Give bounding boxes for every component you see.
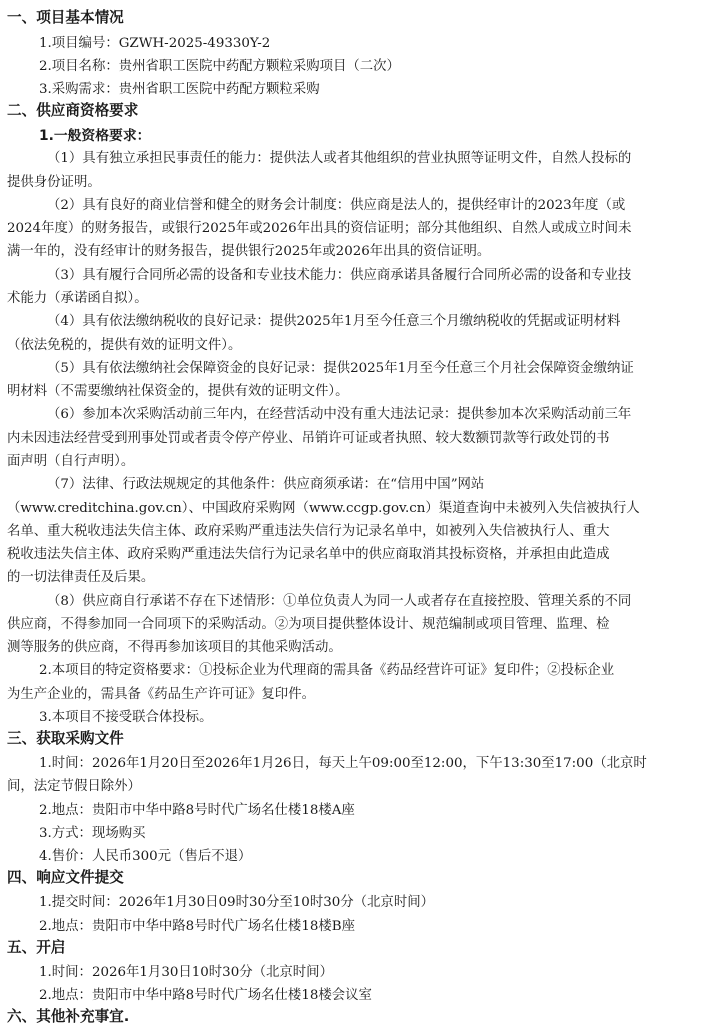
qualification-3-line: （3）具有履行合同所必需的设备和专业技术能力：供应商承诺具备履行合同所必需的设备和专业技 [47,268,632,283]
qualification-7-line: 的一切法律责任及后果。 [7,570,155,585]
obtain-time-line: 间，法定节假日除外） [7,779,141,794]
submission-time: 1.提交时间：2026年1月30日09时30分至10时30分（北京时间） [39,895,434,910]
obtain-place: 2.地点：贵阳市中华中路8号时代广场名仕楼18楼A座 [39,803,355,818]
section-basic-info-heading: 一、项目基本情况 [7,9,124,26]
special-qualification-line: 2.本项目的特定资格要求：①投标企业为代理商的需具备《药品经营许可证》复印件；②投标企业 [39,663,615,678]
section-submission-heading: 四、响应文件提交 [7,869,124,886]
qualification-6-line: （6）参加本次采购活动前三年内，在经营活动中没有重大违法记录：提供参加本次采购活动前三年 [47,407,632,422]
qualification-4-line: （4）具有依法缴纳税收的良好记录：提供2025年1月至今任意三个月缴纳税收的凭据或证明材料 [47,314,621,329]
qualification-2-line: （2）具有良好的商业信誉和健全的财务会计制度：供应商是法人的，提供经审计的2023年度（或 [47,198,626,213]
qualification-6-line: 面声明（自行声明）。 [7,454,135,469]
qualification-7-line: 税收违法失信主体、政府采购严重违法失信行为记录名单中的供应商取消其投标资格，并承担由此造成 [7,547,610,562]
qualification-2-line: 满一年的，没有经审计的财务报告，提供银行2025年或2026年出具的资信证明。 [7,244,491,259]
opening-time: 1.时间：2026年1月30日10时30分（北京时间） [39,965,333,980]
qualification-7-line: 名单、重大税收违法失信主体、政府采购严重违法失信行为记录名单中，如被列入失信被执行人、重大 [7,524,610,539]
qualification-1-line: （1）具有独立承担民事责任的能力：提供法人或者其他组织的营业执照等证明文件，自然人投标的 [47,151,632,166]
section-other-matters-heading: 六、其他补充事宜. [7,1008,130,1025]
opening-place: 2.地点：贵阳市中华中路8号时代广场名仕楼18楼会议室 [39,988,372,1003]
qualification-6-line: 内未因违法经营受到刑事处罚或者责令停产停业、吊销许可证或者执照、较大数额罚款等行政处罚的书 [7,431,610,446]
no-consortium-note: 3.本项目不接受联合体投标。 [39,710,213,725]
qualification-3-line: 术能力（承诺函自拟）。 [7,291,148,306]
qualification-8-line: （8）供应商自行承诺不存在下述情形：①单位负责人为同一人或者存在直接控股、管理关系的不同 [47,594,632,609]
procurement-need: 3.采购需求：贵州省职工医院中药配方颗粒采购 [39,82,320,97]
section-supplier-qualification-heading: 二、供应商资格要求 [7,102,139,119]
qualification-5-line: （5）具有依法缴纳社会保障资金的良好记录：提供2025年1月至今任意三个月社会保障资金缴纳证 [47,361,634,376]
project-name: 2.项目名称：贵州省职工医院中药配方颗粒采购项目（二次） [39,59,400,74]
special-qualification-line: 为生产企业的，需具备《药品生产许可证》复印件。 [7,687,315,702]
qualification-8-line: 供应商，不得参加同一合同项下的采购活动。②为项目提供整体设计、规范编制或项目管理、监理、检 [7,617,610,632]
qualification-7-line: （7）法律、行政法规规定的其他条件：供应商须承诺：在“信用中国”网站 [47,477,485,492]
qualification-8-line: 测等服务的供应商，不得再参加该项目的其他采购活动。 [7,640,342,655]
general-qualification-heading: 1.一般资格要求： [39,128,151,144]
obtain-time-line: 1.时间：2026年1月20日至2026年1月26日，每天上午09:00至12:00，下午13:30至17:00（北京时 [39,756,647,771]
project-number: 1.项目编号：GZWH-2025-49330Y-2 [39,36,271,51]
section-obtain-documents-heading: 三、获取采购文件 [7,730,124,747]
obtain-method: 3.方式：现场购买 [39,826,146,841]
obtain-price: 4.售价：人民币300元（售后不退） [39,849,252,864]
submission-place: 2.地点：贵阳市中华中路8号时代广场名仕楼18楼B座 [39,919,355,934]
qualification-1-line: 提供身份证明。 [7,175,101,190]
qualification-5-line: 明材料（不需要缴纳社保资金的，提供有效的证明文件）。 [7,384,349,399]
section-opening-heading: 五、开启 [7,939,66,956]
qualification-2-line: 2024年度）的财务报告，或银行2025年或2026年出具的资信证明；部分其他组织、自然人或成立时间未 [7,221,632,236]
qualification-4-line: （依法免税的，提供有效的证明文件）。 [7,338,242,353]
qualification-7-line: （www.creditchina.gov.cn）、中国政府采购网（www.ccgp.gov.cn）渠道查询中未被列入失信被执行人 [7,501,640,516]
